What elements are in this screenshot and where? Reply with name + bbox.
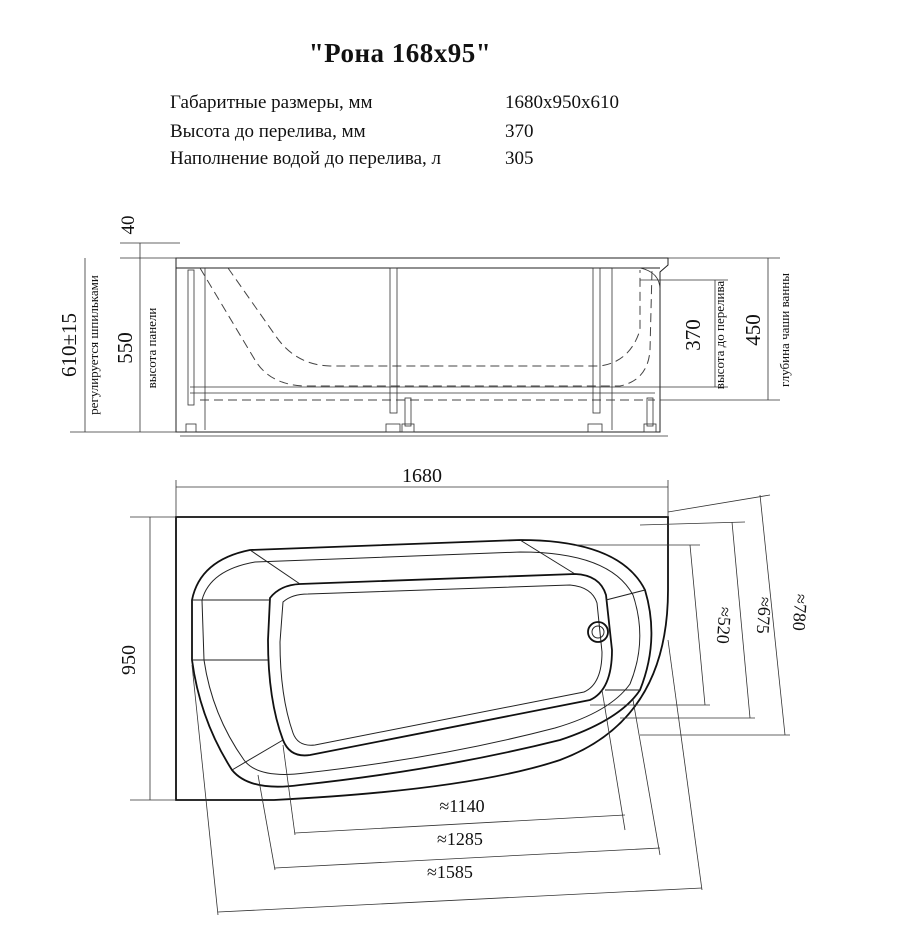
side-view	[57, 216, 792, 437]
dim-total-height-label: 610±15	[57, 312, 81, 378]
spec-label-dimensions: Габаритные размеры, мм	[170, 92, 373, 113]
dim-rim-label: 40	[118, 215, 139, 235]
dim-panel-height-note: высота панели	[144, 307, 159, 389]
drain-icon	[588, 622, 608, 642]
side-view-body-outline	[176, 258, 668, 432]
dim-panel-height-label: 550	[113, 332, 137, 364]
dim-overflow-note: высота до перелива	[712, 280, 727, 390]
dim-1585-line	[218, 888, 702, 912]
dim-520-label: ≈520	[712, 606, 736, 645]
side-view-legs	[186, 268, 656, 432]
dim-bowl-depth-label: 450	[741, 314, 765, 346]
dim-width-label: 950	[118, 645, 140, 675]
dim-overflow-label: 370	[681, 319, 705, 351]
spec-value-dimensions: 1680x950x610	[505, 92, 619, 113]
dim-520-line	[690, 545, 705, 705]
drawing-title: "Рона 168x95"	[308, 38, 492, 68]
spec-label-water-volume: Наполнение водой до перелива, л	[170, 148, 442, 169]
top-view-bowl-bottom	[268, 574, 612, 755]
top-view-outer-rim	[176, 517, 668, 800]
side-view-bowl-outline	[228, 268, 640, 366]
dim-1140-label: ≈1140	[439, 796, 485, 816]
spec-value-overflow-height: 370	[505, 121, 534, 142]
dim-length-label: 1680	[402, 465, 442, 487]
spec-value-water-volume: 305	[505, 148, 534, 169]
dim-bowl-depth-note: глубина чаши ванны	[777, 273, 792, 387]
dim-675-label: ≈675	[752, 596, 776, 635]
dim-1285-label: ≈1285	[437, 829, 483, 849]
dim-total-height-note: регулируется шпильками	[86, 275, 101, 415]
top-view	[118, 465, 811, 915]
dim-780-label: ≈780	[788, 593, 812, 632]
spec-label-overflow-height: Высота до перелива, мм	[170, 121, 366, 142]
dim-1585-label: ≈1585	[427, 862, 473, 882]
